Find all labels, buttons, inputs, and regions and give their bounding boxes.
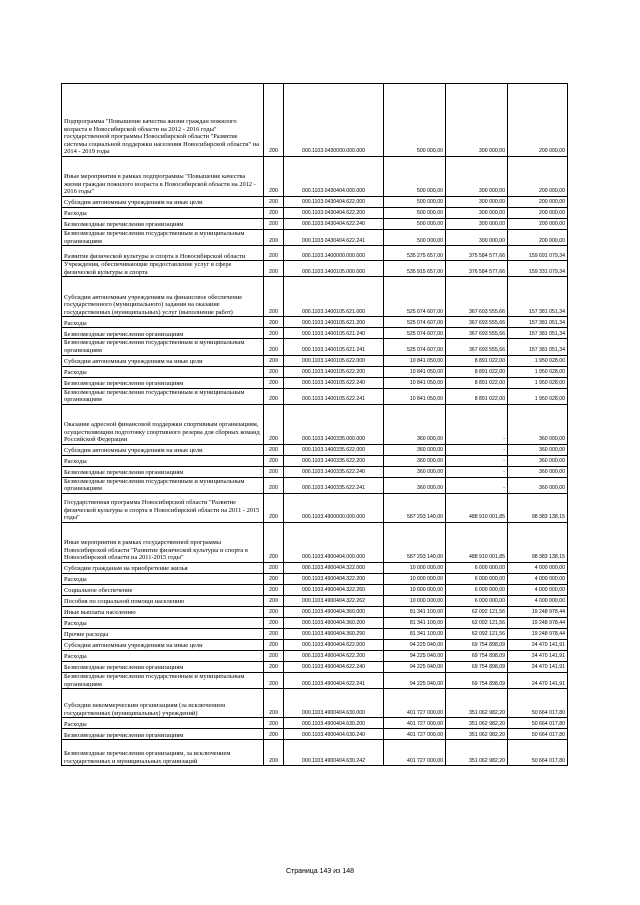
row-budget-code-cell: 000.1103.4900404.630.200 [284,718,384,729]
row-approved-cell: 500 000,00 [384,157,446,197]
row-unexecuted-cell: 1 950 028,00 [508,388,568,404]
row-name-cell: Социальное обеспечение [62,584,264,595]
row-name-cell: Безвозмездные перечисления организациям [62,661,264,672]
table-row [62,339,568,355]
table-row [62,246,568,261]
row-unexecuted-cell: 360 000,00 [508,455,568,466]
row-approved-cell: 500 000,00 [384,230,446,246]
row-approved-cell: 94 225 040,00 [384,639,446,650]
row-unexecuted-cell: 200 000,00 [508,197,568,208]
row-approved-cell: 587 293 140,00 [384,522,446,562]
row-executed-cell: 8 891 022,00 [446,388,508,404]
row-unexecuted-cell: 157 381 051,34 [508,277,568,317]
row-budget-code-cell: 000.1103.1400335.000.000 [284,404,384,444]
row-approved-cell: 81 341 100,00 [384,628,446,639]
row-line-code-cell: 200 [264,562,284,573]
row-budget-code-cell: 000.1103.4900404.630.240 [284,729,384,740]
table-row [62,455,568,466]
row-name-cell: Субсидии автономным учреждениям на иные цели [62,639,264,650]
row-approved-cell: 94 225 040,00 [384,650,446,661]
row-unexecuted-cell: 19 248 978,44 [508,617,568,628]
table-row [62,650,568,661]
row-budget-code-cell: 000.1103.4900404.622.240 [284,661,384,672]
row-name-cell: Безвозмездные перечисления государственным и муниципальным организациям [62,672,264,688]
row-unexecuted-cell: 4 000 000,00 [508,562,568,573]
row-line-code-cell: 200 [264,317,284,328]
row-unexecuted-cell: 200 000,00 [508,219,568,230]
row-unexecuted-cell: 50 664 017,80 [508,689,568,718]
row-executed-cell: 62 092 121,56 [446,617,508,628]
row-name-cell: Безвозмездные перечисления государственным и муниципальным организациям [62,339,264,355]
row-budget-code-cell: 000.1103.4900404.622.000 [284,639,384,650]
table-row [62,522,568,562]
row-approved-cell: 360 000,00 [384,404,446,444]
row-name-cell: Безвозмездные перечисления организациям [62,377,264,388]
row-executed-cell: 367 693 555,66 [446,317,508,328]
table-row [62,277,568,317]
table-row [62,493,568,522]
row-name-cell: Безвозмездные перечисления государственным и муниципальным организациям [62,230,264,246]
row-executed-cell: 488 910 001,85 [446,522,508,562]
row-executed-cell: 8 891 022,00 [446,366,508,377]
row-name-cell: Субсидии автономным учреждениям на иные цели [62,444,264,455]
row-budget-code-cell: 000.1103.4900404.360.200 [284,617,384,628]
row-name-cell: Безвозмездные перечисления организациям [62,219,264,230]
row-name-cell: Развитие физической культуры и спорта в Новосибирской области [62,246,264,261]
row-name-cell: Субсидии автономным учреждениям на иные цели [62,355,264,366]
row-budget-code-cell: 000.1103.1400105.622.200 [284,366,384,377]
row-line-code-cell: 200 [264,650,284,661]
row-executed-cell: - [446,477,508,493]
budget-table [61,83,568,766]
table-row [62,355,568,366]
row-name-cell: Субсидии автономным учреждениям на иные цели [62,197,264,208]
row-line-code-cell: 200 [264,522,284,562]
row-budget-code-cell: 000.1103.1400335.622.241 [284,477,384,493]
row-budget-code-cell: 000.1103.0430404.622.241 [284,230,384,246]
row-approved-cell: 500 000,00 [384,219,446,230]
table-row [62,404,568,444]
row-unexecuted-cell: 1 950 028,00 [508,366,568,377]
row-approved-cell: 401 727 000,00 [384,729,446,740]
row-budget-code-cell: 000.1103.1400105.000.000 [284,261,384,277]
row-line-code-cell: 200 [264,366,284,377]
row-line-code-cell: 200 [264,740,284,766]
row-name-cell: Безвозмездные перечисления организациям, за исключением государственных и муниципальных организаций [62,740,264,766]
row-executed-cell: 8 891 022,00 [446,377,508,388]
row-line-code-cell: 200 [264,466,284,477]
row-executed-cell: 376 584 577,66 [446,261,508,277]
row-approved-cell: 401 727 000,00 [384,740,446,766]
row-executed-cell: 69 754 898,09 [446,661,508,672]
row-executed-cell: 351 062 982,20 [446,740,508,766]
row-approved-cell: 10 000 000,00 [384,562,446,573]
row-name-cell: Иные выплаты населению [62,606,264,617]
table-row [62,718,568,729]
row-name-cell: Прочие расходы [62,628,264,639]
row-budget-code-cell: 000.1103.0430404.622.240 [284,219,384,230]
table-row [62,388,568,404]
row-approved-cell: 94 225 040,00 [384,672,446,688]
row-approved-cell: 525 074 607,00 [384,277,446,317]
table-row [62,584,568,595]
row-executed-cell: 300 000,00 [446,230,508,246]
row-executed-cell: - [446,466,508,477]
table-row [62,230,568,246]
table-row [62,84,568,157]
row-name-cell: Иные мероприятия в рамках государственной программы Новосибирской области "Развитие физической культуры и спорта в Новосибирской области на 2011-2015 годы" [62,522,264,562]
row-budget-code-cell: 000.1103.4900404.622.241 [284,672,384,688]
row-line-code-cell: 200 [264,595,284,606]
row-approved-cell: 10 841 050,00 [384,355,446,366]
row-line-code-cell: 200 [264,628,284,639]
table-row [62,573,568,584]
row-unexecuted-cell: 157 381 051,34 [508,328,568,339]
row-approved-cell: 500 000,00 [384,84,446,157]
row-approved-cell: 81 341 100,00 [384,606,446,617]
table-row [62,377,568,388]
row-approved-cell: 10 841 050,00 [384,377,446,388]
row-budget-code-cell: 000.1103.4900404.322.200 [284,573,384,584]
row-executed-cell: 62 092 121,56 [446,628,508,639]
table-row [62,197,568,208]
table-row [62,466,568,477]
row-budget-code-cell: 000.1103.1400105.621.240 [284,328,384,339]
row-approved-cell: 10 000 000,00 [384,595,446,606]
row-executed-cell: 351 062 982,20 [446,729,508,740]
row-executed-cell: 351 062 982,20 [446,689,508,718]
row-unexecuted-cell: 24 470 141,91 [508,639,568,650]
row-line-code-cell: 200 [264,388,284,404]
row-name-cell: Расходы [62,617,264,628]
row-budget-code-cell: 000.1103.4900404.000.000 [284,522,384,562]
row-budget-code-cell: 000.1103.4900404.630.242 [284,740,384,766]
row-name-cell: Расходы [62,455,264,466]
row-line-code-cell: 200 [264,377,284,388]
row-name-cell: Субсидии автономным учреждениям на финансовое обеспечение государственного (муниципального) задания на оказание государственных (муниципальных) услуг (выполнение работ) [62,277,264,317]
row-line-code-cell: 200 [264,455,284,466]
row-line-code-cell: 200 [264,246,284,261]
row-budget-code-cell: 000.1103.0430000.000.000 [284,84,384,157]
row-executed-cell: 69 754 898,09 [446,650,508,661]
row-name-cell: Субсидии некоммерческим организациям (за исключением государственных (муниципальных) учреждений) [62,689,264,718]
row-unexecuted-cell: 157 381 051,34 [508,339,568,355]
row-name-cell: Безвозмездные перечисления организациям [62,466,264,477]
table-row [62,617,568,628]
row-budget-code-cell: 000.1103.1400105.622.241 [284,388,384,404]
row-line-code-cell: 200 [264,493,284,522]
row-budget-code-cell: 000.1103.4900404.360.290 [284,628,384,639]
row-line-code-cell: 200 [264,729,284,740]
table-row [62,366,568,377]
row-name-cell: Пособия по социальной помощи населению [62,595,264,606]
row-executed-cell: 367 693 555,66 [446,339,508,355]
row-unexecuted-cell: 360 000,00 [508,466,568,477]
row-line-code-cell: 200 [264,573,284,584]
row-line-code-cell: 200 [264,219,284,230]
row-approved-cell: 401 727 000,00 [384,689,446,718]
table-row [62,672,568,688]
row-name-cell: Расходы [62,718,264,729]
row-unexecuted-cell: 200 000,00 [508,208,568,219]
row-name-cell: Безвозмездные перечисления организациям [62,729,264,740]
row-line-code-cell: 200 [264,672,284,688]
row-name-cell: Оказание адресной финансовой поддержки спортивным организациям, осуществляющим подготовку спортивного резерва для сборных команд Российской Федерации [62,404,264,444]
row-unexecuted-cell: 200 000,00 [508,157,568,197]
row-budget-code-cell: 000.1103.0430404.000.000 [284,157,384,197]
table-row [62,477,568,493]
row-name-cell: Субсидии гражданам на приобретение жилья [62,562,264,573]
row-unexecuted-cell: 4 000 000,00 [508,595,568,606]
row-unexecuted-cell: 24 470 141,91 [508,661,568,672]
row-approved-cell: 10 841 050,00 [384,388,446,404]
row-budget-code-cell: 000.1103.1400335.622.200 [284,455,384,466]
row-unexecuted-cell: 50 664 017,80 [508,740,568,766]
row-unexecuted-cell: 50 664 017,80 [508,729,568,740]
table-row [62,740,568,766]
row-executed-cell: 69 754 898,09 [446,639,508,650]
row-approved-cell: 535 275 657,00 [384,246,446,261]
row-approved-cell: 587 293 140,00 [384,493,446,522]
table-row [62,208,568,219]
row-budget-code-cell: 000.1103.1400105.621.000 [284,277,384,317]
row-approved-cell: 525 074 607,00 [384,317,446,328]
row-approved-cell: 525 074 607,00 [384,339,446,355]
row-executed-cell: 367 693 555,66 [446,277,508,317]
row-executed-cell: 6 000 000,00 [446,595,508,606]
row-name-cell: Безвозмездные перечисления государственным и муниципальным организациям [62,477,264,493]
row-executed-cell: 6 000 000,00 [446,562,508,573]
table-row [62,689,568,718]
row-approved-cell: 94 225 040,00 [384,661,446,672]
row-approved-cell: 81 341 100,00 [384,617,446,628]
row-unexecuted-cell: 24 470 141,91 [508,672,568,688]
table-row [62,444,568,455]
row-executed-cell: 488 910 001,85 [446,493,508,522]
row-name-cell: Безвозмездные перечисления государственным и муниципальным организациям [62,388,264,404]
row-budget-code-cell: 000.1103.4900404.622.200 [284,650,384,661]
row-unexecuted-cell: 200 000,00 [508,84,568,157]
row-name-cell: Расходы [62,208,264,219]
row-approved-cell: 360 000,00 [384,455,446,466]
row-executed-cell: 8 891 022,00 [446,355,508,366]
row-name-cell: Расходы [62,650,264,661]
row-executed-cell: 367 693 555,66 [446,328,508,339]
row-approved-cell: 360 000,00 [384,444,446,455]
row-unexecuted-cell: 1 950 028,00 [508,377,568,388]
row-budget-code-cell: 000.1103.1400335.622.240 [284,466,384,477]
row-unexecuted-cell: 159 691 079,34 [508,246,568,261]
row-line-code-cell: 200 [264,718,284,729]
row-budget-code-cell: 000.1103.0430404.622.200 [284,208,384,219]
row-line-code-cell: 200 [264,339,284,355]
row-line-code-cell: 200 [264,606,284,617]
row-name-cell: Расходы [62,573,264,584]
row-line-code-cell: 200 [264,444,284,455]
row-unexecuted-cell: 98 383 138,15 [508,493,568,522]
row-executed-cell: 69 754 898,09 [446,672,508,688]
row-line-code-cell: 200 [264,661,284,672]
row-executed-cell: - [446,455,508,466]
row-approved-cell: 10 000 000,00 [384,584,446,595]
row-budget-code-cell: 000.1103.4900404.322.000 [284,562,384,573]
row-approved-cell: 500 000,00 [384,197,446,208]
row-unexecuted-cell: 1 950 028,00 [508,355,568,366]
row-unexecuted-cell: 157 381 051,34 [508,317,568,328]
row-line-code-cell: 200 [264,84,284,157]
table-row [62,317,568,328]
row-unexecuted-cell: 19 248 978,44 [508,606,568,617]
row-executed-cell: 300 000,00 [446,157,508,197]
row-unexecuted-cell: 24 470 141,91 [508,650,568,661]
row-line-code-cell: 200 [264,230,284,246]
row-executed-cell: 300 000,00 [446,219,508,230]
row-approved-cell: 525 074 607,00 [384,328,446,339]
row-line-code-cell: 200 [264,277,284,317]
row-unexecuted-cell: 360 000,00 [508,477,568,493]
row-line-code-cell: 200 [264,584,284,595]
budget-table-body [62,84,568,766]
row-executed-cell: 300 000,00 [446,208,508,219]
row-unexecuted-cell: 50 664 017,80 [508,718,568,729]
row-unexecuted-cell: 4 000 000,00 [508,584,568,595]
row-unexecuted-cell: 4 000 000,00 [508,573,568,584]
row-name-cell: Государственная программа Новосибирской области "Развитие физической культуры и спорта в Новосибирской области на 2011 - 2015 годы" [62,493,264,522]
row-name-cell: Подпрограмма "Повышение качества жизни граждан пожилого возраста в Новосибирской области на 2012 - 2016 годы" государственной программы Новосибирской области "Развитие системы социальной поддержки населения Новосибирской области" на 2014 - 2019 годы [62,84,264,157]
row-unexecuted-cell: 19 248 978,44 [508,628,568,639]
budget-table-container [61,83,568,766]
row-budget-code-cell: 000.1103.4900404.630.000 [284,689,384,718]
row-executed-cell: - [446,444,508,455]
row-line-code-cell: 200 [264,617,284,628]
page-footer: Страница 143 из 148 [285,868,355,875]
row-approved-cell: 360 000,00 [384,477,446,493]
table-row [62,562,568,573]
row-executed-cell: 6 000 000,00 [446,573,508,584]
table-row [62,157,568,197]
row-approved-cell: 401 727 000,00 [384,718,446,729]
row-executed-cell: 300 000,00 [446,197,508,208]
row-executed-cell: 300 000,00 [446,84,508,157]
row-unexecuted-cell: 159 331 079,34 [508,261,568,277]
row-unexecuted-cell: 200 000,00 [508,230,568,246]
row-budget-code-cell: 000.1103.4900404.322.262 [284,595,384,606]
row-line-code-cell: 200 [264,639,284,650]
row-budget-code-cell: 000.1103.4900404.322.260 [284,584,384,595]
table-row [62,219,568,230]
row-budget-code-cell: 000.1103.4900404.360.000 [284,606,384,617]
row-unexecuted-cell: 360 000,00 [508,404,568,444]
row-approved-cell: 360 000,00 [384,466,446,477]
row-budget-code-cell: 000.1103.1400105.622.240 [284,377,384,388]
row-line-code-cell: 200 [264,355,284,366]
row-executed-cell: 351 062 982,20 [446,718,508,729]
row-line-code-cell: 200 [264,477,284,493]
table-row [62,729,568,740]
row-budget-code-cell: 000.1103.1400105.621.241 [284,339,384,355]
row-line-code-cell: 200 [264,328,284,339]
row-name-cell: Расходы [62,317,264,328]
row-name-cell: Учреждения, обеспечивающие предоставление услуг в сфере физической культуры и спорта [62,261,264,277]
table-row [62,661,568,672]
row-unexecuted-cell: 360 000,00 [508,444,568,455]
row-budget-code-cell: 000.1103.0430404.622.000 [284,197,384,208]
row-executed-cell: - [446,404,508,444]
row-line-code-cell: 200 [264,157,284,197]
row-line-code-cell: 200 [264,404,284,444]
row-executed-cell: 62 092 121,56 [446,606,508,617]
table-row [62,606,568,617]
row-approved-cell: 10 000 000,00 [384,573,446,584]
row-executed-cell: 6 000 000,00 [446,584,508,595]
row-budget-code-cell: 000.1103.1400105.622.000 [284,355,384,366]
row-budget-code-cell: 000.1103.1400105.621.200 [284,317,384,328]
row-unexecuted-cell: 98 383 138,15 [508,522,568,562]
row-name-cell: Безвозмездные перечисления организациям [62,328,264,339]
row-approved-cell: 500 000,00 [384,208,446,219]
table-row [62,595,568,606]
row-name-cell: Иные мероприятия в рамках подпрограммы "Повышение качества жизни граждан пожилого возраста в Новосибирской области на 2012 - 2016 годы" [62,157,264,197]
row-approved-cell: 10 841 050,00 [384,366,446,377]
row-executed-cell: 375 584 577,66 [446,246,508,261]
row-line-code-cell: 200 [264,261,284,277]
table-row [62,261,568,277]
row-budget-code-cell: 000.1103.1400000.000.000 [284,246,384,261]
row-budget-code-cell: 000.1103.4900000.000.000 [284,493,384,522]
table-row [62,628,568,639]
row-line-code-cell: 200 [264,208,284,219]
table-row [62,328,568,339]
row-line-code-cell: 200 [264,197,284,208]
row-name-cell: Расходы [62,366,264,377]
row-budget-code-cell: 000.1103.1400335.622.000 [284,444,384,455]
row-line-code-cell: 200 [264,689,284,718]
table-row [62,639,568,650]
row-approved-cell: 535 915 657,00 [384,261,446,277]
